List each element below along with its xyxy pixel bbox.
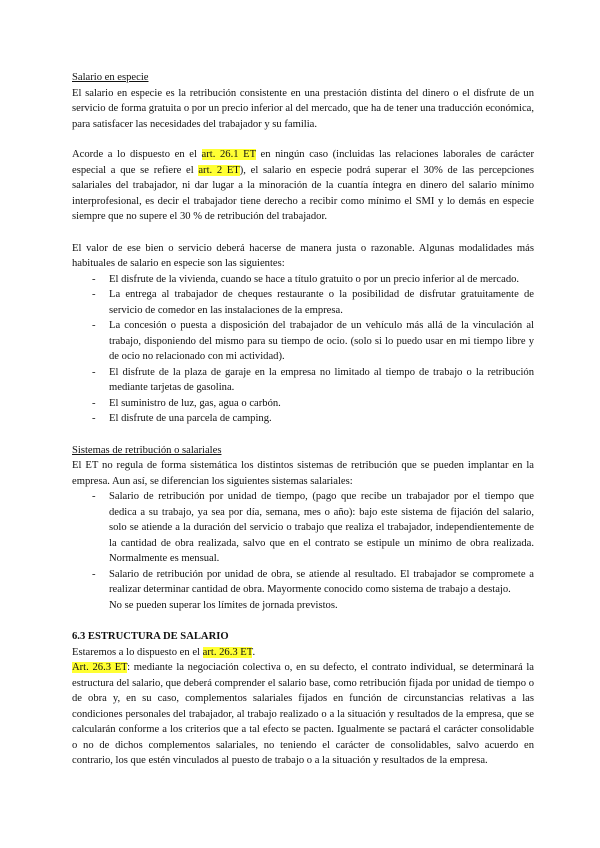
paragraph-art-26-3 [72, 660, 534, 769]
text-segment: . [252, 646, 256, 658]
list-modalidades [72, 272, 534, 427]
highlight-art-2: art. 2 ET [198, 164, 240, 176]
text-segment: Acorde a lo dispuesto en el [72, 149, 202, 160]
list-item: - La entrega al trabajador de cheques restaurante o la posibilidad de disfrutar gratuitamente de servicio de comedor en las instalaciones de la empresa. [72, 287, 534, 318]
paragraph-definition: El salario en especie es la retribución consistente en una prestación distinta del dinero o el disfrute de un servicio de forma gratuita o por un precio inferior al del mercado, que ha de tener una traducción económica, para satisfacer las necesidades del trabajador y su familia. [72, 87, 534, 130]
highlight-art-26-3-body: Art. 26.3 ET [72, 662, 128, 673]
heading-estructura-salario: 6.3 ESTRUCTURA DE SALARIO [72, 631, 229, 642]
list-item: - Salario de retribución por unidad de obra, se atiende al resultado. El trabajador se compromete a realizar determinar cantidad de obra. Mayormente conocido como sistema de trabajo a destajo. [72, 567, 534, 598]
list-item: - Salario de retribución por unidad de tiempo, (pago que recibe un trabajador por el tiempo que dedica a su trabajo, ya sea por día, semana, mes o año): bajo este sistema de fijación del salario, solo se atiende a la duración del servicio o trabajo que realiza el trabajador, independientemente de la cantidad de obra realizada, salvo que en el contrato se estipule un mínimo de obra realizada. Normalmente es mensual. [72, 489, 534, 567]
list-item: - El disfrute de la vivienda, cuando se hace a título gratuito o por un precio inferior al de mercado. [72, 272, 534, 288]
text-segment: en ningún caso (incluidas las relaciones laborales de carácter especial a que se refiere el [72, 149, 534, 176]
document-page [72, 70, 534, 769]
list-sistemas [72, 489, 534, 598]
highlight-art-26-3: art. 26.3 ET [202, 646, 253, 658]
list-item: - La concesión o puesta a disposición del trabajador de un vehículo más allá de la vinculación al trabajo, disponiendo del mismo para su tiempo de ocio. (solo si lo puedo usar en mi tiempo libre y de ocio no relacionado con mi actividad). [72, 318, 534, 365]
paragraph-art-26-1 [72, 147, 534, 225]
note-limites-jornada: No se pueden superar los límites de jornada previstos. [109, 599, 338, 611]
highlight-art-26-1: art. 26.1 ET [201, 149, 256, 160]
section-title-salario-especie: Salario en especie [72, 72, 149, 83]
list-item: - El disfrute de una parcela de camping. [72, 411, 534, 427]
paragraph-sistemas: El ET no regula de forma sistemática los distintos sistemas de retribución que se pueden implantar en la empresa. Aun así, se diferencian los siguientes sistemas salariales: [72, 460, 534, 487]
text-segment: Estaremos a lo dispuesto en el [72, 646, 203, 658]
text-segment: : mediante la negociación colectiva o, en su defecto, el contrato individual, se determinará la estructura del salario, que deberá comprender el salario base, como retribución fijada por unidad de tiempo o de obra y, en su caso, complementos salariales fijados en función de circunstancias relativas a las condiciones personales del trabajador, al trabajo realizado o a la situación y resultados de la empresa, que se calcularán conforme a los criterios que a tal efecto se pacten. Igualmente se pactará el carácter consolidable o no de dichos complementos salariales, no teniendo el carácter de consolidables, salvo acuerdo en contrario, los que estén vinculados al puesto de trabajo o a la situación y resultados de la empresa. [72, 662, 534, 766]
list-item: - El suministro de luz, gas, agua o carbón. [72, 396, 534, 412]
section-title-sistemas: Sistemas de retribución o salariales [72, 444, 222, 456]
paragraph-estaremos [72, 645, 534, 661]
text-segment: ), el salario en especie podrá superar el 30% de las percepciones salariales del trabajador, ni dar lugar a la minoración de la cuantía íntegra en dinero del salario mínimo interprofesional, es decir el trabajador tiene derecho a recibir como mínimo el SMI y lo demás en especie siempre que no supere el 30 % de retribución del trabajador. [72, 164, 534, 222]
paragraph-modalidades: El valor de ese bien o servicio deberá hacerse de manera justa o razonable. Algunas modalidades más habituales de salario en especie son las siguientes: [72, 242, 534, 269]
list-item: - El disfrute de la plaza de garaje en la empresa no limitado al tiempo de trabajo o la retribución mediante tarjetas de gasolina. [72, 365, 534, 396]
